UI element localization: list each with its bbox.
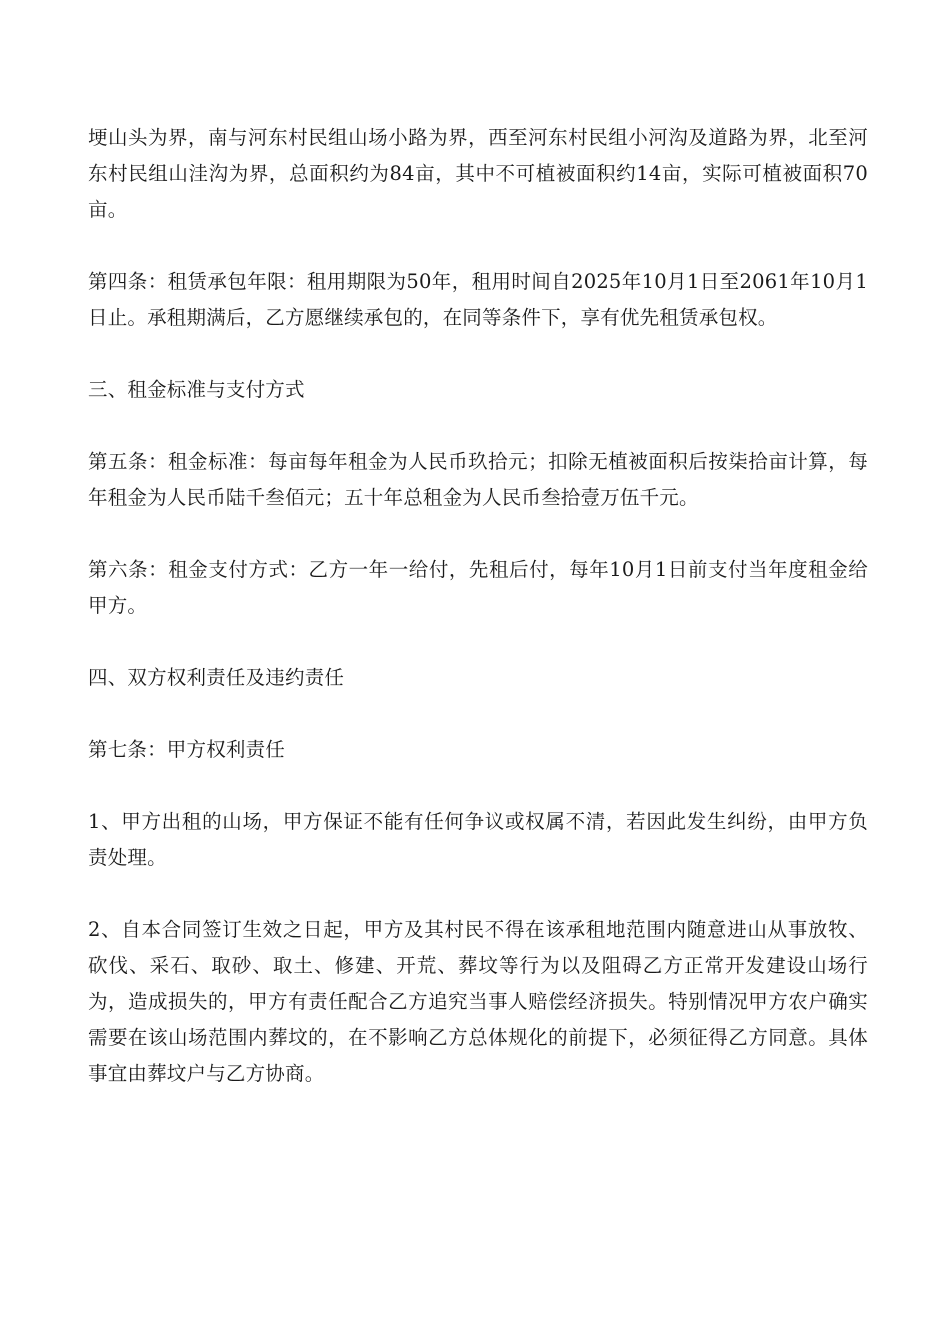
article-6-paragraph: 第六条：租金支付方式：乙方一年一给付，先租后付，每年10月1日前支付当年度租金给甲方。 [88, 558, 868, 617]
article-5-paragraph: 第五条：租金标准：每亩每年租金为人民币玖拾元；扣除无植被面积后按柒拾亩计算，每年租金为人民币陆千叁佰元；五十年总租金为人民币叁拾壹万伍千元。 [88, 450, 868, 509]
section-3-heading: 三、租金标准与支付方式 [88, 378, 305, 401]
boundary-paragraph: 埂山头为界，南与河东村民组山场小路为界，西至河东村民组小河沟及道路为界，北至河东村民组山洼沟为界，总面积约为84亩，其中不可植被面积约14亩，实际可植被面积70亩。 [88, 126, 868, 221]
article-7-heading: 第七条：甲方权利责任 [88, 738, 286, 761]
clause-1-paragraph: 1、甲方出租的山场，甲方保证不能有任何争议或权属不清，若因此发生纠纷，由甲方负责处理。 [88, 810, 868, 869]
clause-2-paragraph: 2、自本合同签订生效之日起，甲方及其村民不得在该承租地范围内随意进山从事放牧、砍伐、采石、取砂、取土、修建、开荒、葬坟等行为以及阻碍乙方正常开发建设山场行为，造成损失的，甲方有责任配合乙方追究当事人赔偿经济损失。特别情况甲方农户确实需要在该山场范围内葬坟的，在不影响乙方总体规化的前提下，必须征得乙方同意。具体事宜由葬坟户与乙方协商。 [88, 918, 868, 1085]
article-4-paragraph: 第四条：租赁承包年限：租用期限为50年，租用时间自2025年10月1日至2061年10月1日止。承租期满后，乙方愿继续承包的，在同等条件下，享有优先租赁承包权。 [88, 270, 868, 329]
document-page [88, 120, 868, 1128]
section-4-heading: 四、双方权利责任及违约责任 [88, 666, 345, 689]
